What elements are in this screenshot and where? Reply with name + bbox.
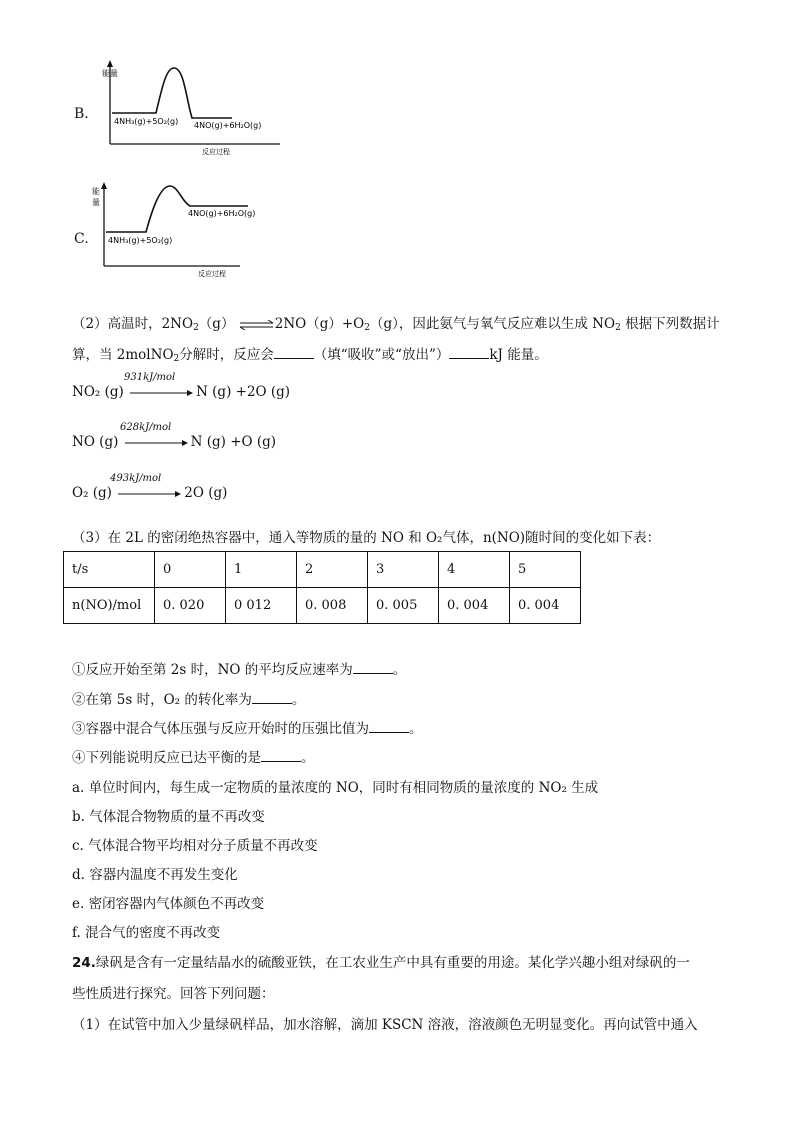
reactant-label: 4NH₃(g)+5O₂(g) <box>108 236 173 245</box>
table-cell: n(NO)/mol <box>64 588 155 624</box>
table-row <box>64 552 581 588</box>
table-cell: 5 <box>510 552 581 588</box>
reactant-label: 4NH₃(g)+5O₂(g) <box>114 117 179 126</box>
q2-text: 2NO（g）+O <box>274 316 365 332</box>
choice-e: e. 密闭容器内气体颜色不再改变 <box>72 896 265 912</box>
answer-blank[interactable] <box>252 691 292 704</box>
choice-d: d. 容器内温度不再发生变化 <box>72 867 238 883</box>
product-label: 4NO(g)+6H₂O(g) <box>188 209 256 218</box>
answer-blank[interactable] <box>369 720 409 733</box>
table-cell: 0 012 <box>226 588 297 624</box>
eq-right: 2O (g) <box>184 485 228 501</box>
q24-line-1 <box>72 951 690 971</box>
y-axis-arrow-icon <box>107 60 113 67</box>
sub-q-text: ④下列能说明反应已达平衡的是 <box>72 750 261 766</box>
table-cell: 2 <box>297 552 368 588</box>
reaction-arrow-icon <box>130 388 194 398</box>
table-cell: 0. 004 <box>510 588 581 624</box>
energy-diagram-b <box>100 58 290 162</box>
sub-q-text: ②在第 5s 时，O₂ 的转化率为 <box>72 692 252 708</box>
equation-1 <box>72 372 291 400</box>
y-axis-label-1: 能 <box>92 187 100 196</box>
eq-right: N (g) +2O (g) <box>196 384 291 400</box>
q24-text: 绿矾是含有一定量结晶水的硫酸亚铁，在工农业生产中具有重要的用途。某化学兴趣小组对绿矾的一 <box>95 955 690 971</box>
sub-q-text: ③容器中混合气体压强与反应开始时的压强比值为 <box>72 721 369 737</box>
q2-line-2: 算，当 2molNO$_2$分解时，反应会 （填“吸收”或“放出”） kJ 能量。 <box>72 347 548 364</box>
table-cell: 0. 004 <box>439 588 510 624</box>
sub-question-1 <box>72 658 406 678</box>
table-cell: 0. 005 <box>368 588 439 624</box>
sub-q-text: 。 <box>392 662 407 678</box>
eq-right: N (g) +O (g) <box>190 434 277 450</box>
sub-question-2 <box>72 688 305 708</box>
eq-left: O₂ (g) <box>72 485 112 501</box>
q2-text: 算，当 2molNO <box>72 347 174 363</box>
answer-blank[interactable] <box>353 661 393 674</box>
choice-c: c. 气体混合物平均相对分子质量不再改变 <box>72 838 318 854</box>
q24-line-2: 些性质进行探究。回答下列问题： <box>72 986 275 1002</box>
equation-3 <box>72 473 228 501</box>
equilibrium-arrow-icon <box>239 320 275 330</box>
eq-energy: 628kJ/mol <box>120 422 172 433</box>
q2-text: （g） <box>198 316 235 332</box>
y-axis-label: 能量 <box>102 69 118 78</box>
reaction-arrow-icon <box>118 489 182 499</box>
eq-energy: 931kJ/mol <box>124 372 176 383</box>
table-cell: 3 <box>368 552 439 588</box>
table-cell: 0. 020 <box>155 588 226 624</box>
y-axis-arrow-icon <box>101 182 107 189</box>
equation-2 <box>72 422 277 450</box>
product-label: 4NO(g)+6H₂O(g) <box>194 121 262 130</box>
reaction-arrow-icon <box>125 438 189 448</box>
q3-intro: （3）在 2L 的密闭绝热容器中，通入等物质的量的 NO 和 O₂气体，n(NO)随时间的变化如下表： <box>72 530 661 546</box>
table-cell: 0 <box>155 552 226 588</box>
q2-text: kJ 能量。 <box>489 347 548 363</box>
q2-text: （填“吸收”或“放出”） <box>313 347 450 363</box>
y-axis-label-2: 量 <box>92 198 100 207</box>
answer-blank[interactable] <box>274 346 314 359</box>
table-row <box>64 588 581 624</box>
sub-question-4 <box>72 746 315 766</box>
energy-diagram-c <box>90 180 280 284</box>
sub-q-text: ①反应开始至第 2s 时，NO 的平均反应速率为 <box>72 662 353 678</box>
eq-left: NO (g) <box>72 434 119 450</box>
option-b-label: B. <box>74 106 89 122</box>
option-c-label: C. <box>74 231 89 247</box>
q2-text: 分解时，反应会 <box>179 347 274 363</box>
eq-left: NO₂ (g) <box>72 384 124 400</box>
table-cell: 0. 008 <box>297 588 368 624</box>
q2-text: （g），因此氨气与氧气反应难以生成 NO <box>369 316 616 332</box>
sub-q-text: 。 <box>301 750 315 766</box>
energy-curve <box>112 68 232 118</box>
sub-question-3 <box>72 717 423 737</box>
nno-table <box>63 551 581 624</box>
table-cell: 1 <box>226 552 297 588</box>
x-axis-label: 反应过程 <box>198 270 226 278</box>
choice-f: f. 混合气的密度不再改变 <box>72 925 221 941</box>
table-cell: 4 <box>439 552 510 588</box>
sub-q-text: 。 <box>291 692 306 708</box>
answer-blank[interactable] <box>449 346 489 359</box>
table-cell: t/s <box>64 552 155 588</box>
x-axis-label: 反应过程 <box>202 148 230 156</box>
q2-line-1: （2）高温时，$2NO_2(g)$ $2NO(g)+O_2(g)$，因此氨气与氧气反应难以生成 $NO_2$ 根据下列数据计 <box>72 316 720 333</box>
eq-energy: 493kJ/mol <box>110 473 162 484</box>
q2-text: （2）高温时，2NO <box>72 316 194 332</box>
q24-line-3: （1）在试管中加入少量绿矾样品，加水溶解，滴加 KSCN 溶液，溶液颜色无明显变化。再向试管中通入 <box>72 1017 698 1033</box>
sub-q-text: 。 <box>409 721 423 737</box>
choice-a: a. 单位时间内，每生成一定物质的量浓度的 NO，同时有相同物质的量浓度的 NO₂ 生成 <box>72 780 599 796</box>
answer-blank[interactable] <box>261 749 301 762</box>
choice-b: b. 气体混合物物质的量不再改变 <box>72 809 265 825</box>
q2-text: 根据下列数据计 <box>620 316 720 332</box>
question-number: 24. <box>72 955 96 971</box>
